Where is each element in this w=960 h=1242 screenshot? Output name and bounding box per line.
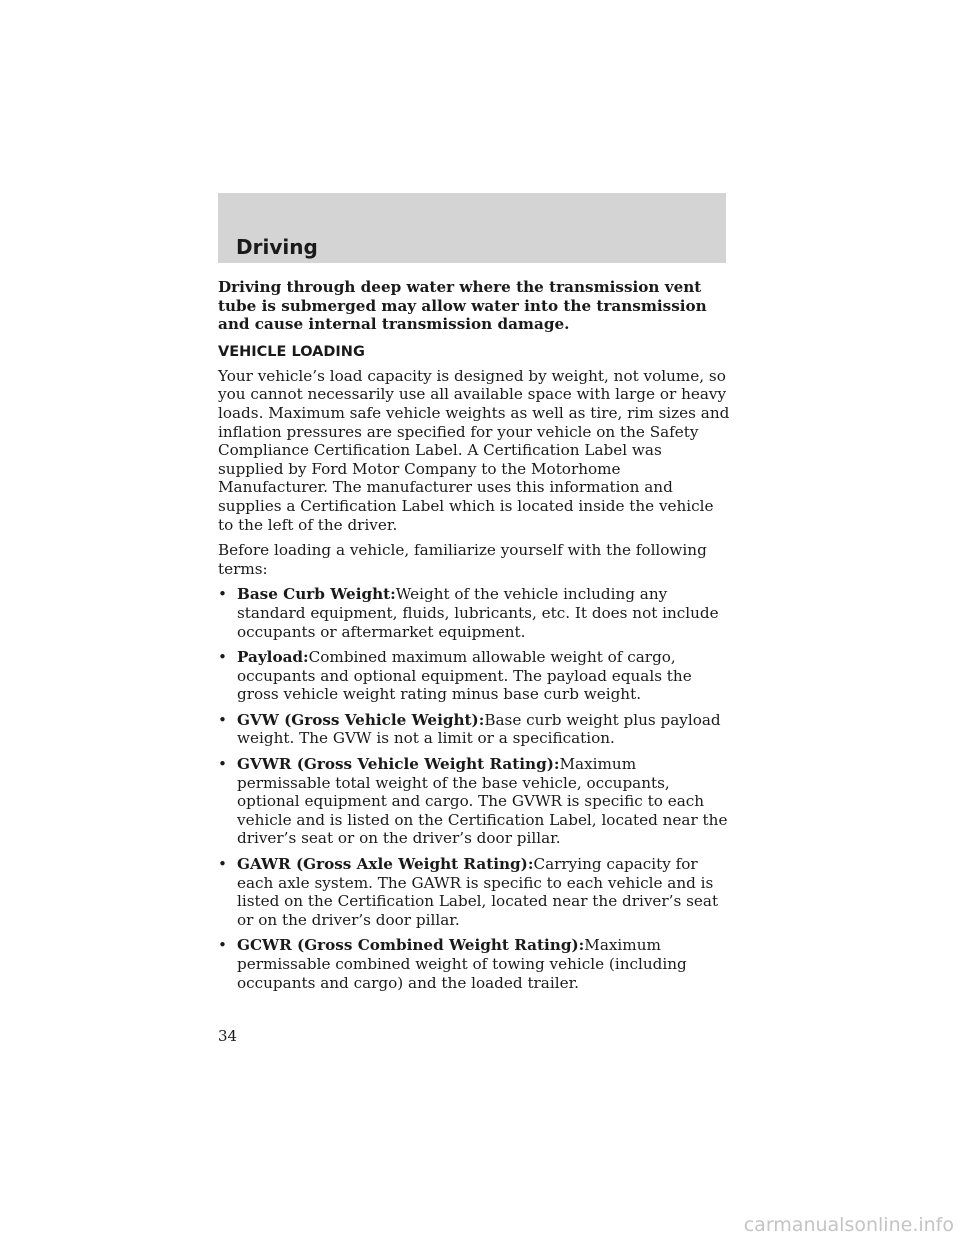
term-definition: Maximum permissable combined weight of towing vehicle (including occupants and cargo) and the loaded trailer. — [237, 936, 687, 992]
section-title: Driving — [236, 235, 318, 259]
load-capacity-paragraph: Your vehicle’s load capacity is designed by weight, not volume, so you cannot necessarily use all available space with large or heavy loads. Maximum safe vehicle weights as well as tire, rim sizes and inflation pressures are specified for your vehicle on the Safety Compliance Certification Label. A Certification Label was supplied by Ford Motor Company to the Motorhome Manufacturer. The manufacturer uses this information and supplies a Certification Label which is located inside the vehicle to the left of the driver. — [218, 366, 730, 534]
section-header-band — [218, 193, 726, 263]
term-definition: Combined maximum allowable weight of cargo, occupants and optional equipment. The payload equals the gross vehicle weight rating minus base curb weight. — [237, 648, 692, 704]
term-gvw — [218, 711, 730, 748]
bullet-icon: • — [218, 648, 227, 667]
bullet-icon: • — [218, 710, 227, 729]
page-number: 34 — [218, 1027, 238, 1045]
term-definition: Maximum permissable total weight of the base vehicle, occupants, optional equipment and cargo. The GVWR is specific to each vehicle and is listed on the Certification Label, located near the driver’s seat or on the driver’s door pillar. — [237, 755, 728, 848]
term-name: Base Curb Weight: — [237, 585, 396, 604]
vehicle-loading-heading: VEHICLE LOADING — [218, 343, 365, 360]
term-definition: Base curb weight plus payload weight. The GVW is not a limit or a specification. — [237, 710, 721, 748]
term-definition: Carrying capacity for each axle system. The GAWR is specific to each vehicle and is listed on the Certification Label, located near the driver’s seat or on the driver’s door pillar. — [237, 855, 719, 929]
deep-water-warning: Driving through deep water where the transmission vent tube is submerged may allow water into the transmission and cause internal transmission damage. — [218, 278, 707, 334]
bullet-icon: • — [218, 755, 227, 774]
term-name: GCWR (Gross Combined Weight Rating): — [237, 936, 585, 955]
term-payload — [218, 648, 730, 704]
page-content — [218, 278, 730, 999]
bullet-icon: • — [218, 585, 227, 604]
term-name: GVWR (Gross Vehicle Weight Rating): — [237, 755, 560, 774]
terms-lead-in: Before loading a vehicle, familiarize yourself with the following terms: — [218, 541, 707, 578]
term-definition: Weight of the vehicle including any standard equipment, fluids, lubricants, etc. It does not include occupants or aftermarket equipment. — [237, 585, 719, 641]
term-gcwr — [218, 936, 730, 992]
term-name: GAWR (Gross Axle Weight Rating): — [237, 855, 534, 874]
term-gvwr — [218, 755, 730, 848]
bullet-icon: • — [218, 855, 227, 874]
term-name: Payload: — [237, 648, 309, 667]
term-name: GVW (Gross Vehicle Weight): — [237, 710, 485, 729]
term-base-curb-weight — [218, 585, 730, 641]
term-gawr — [218, 855, 730, 929]
bullet-icon: • — [218, 936, 227, 955]
weight-terms-list — [218, 585, 730, 992]
site-watermark: carmanualsonline.info — [743, 1214, 954, 1236]
